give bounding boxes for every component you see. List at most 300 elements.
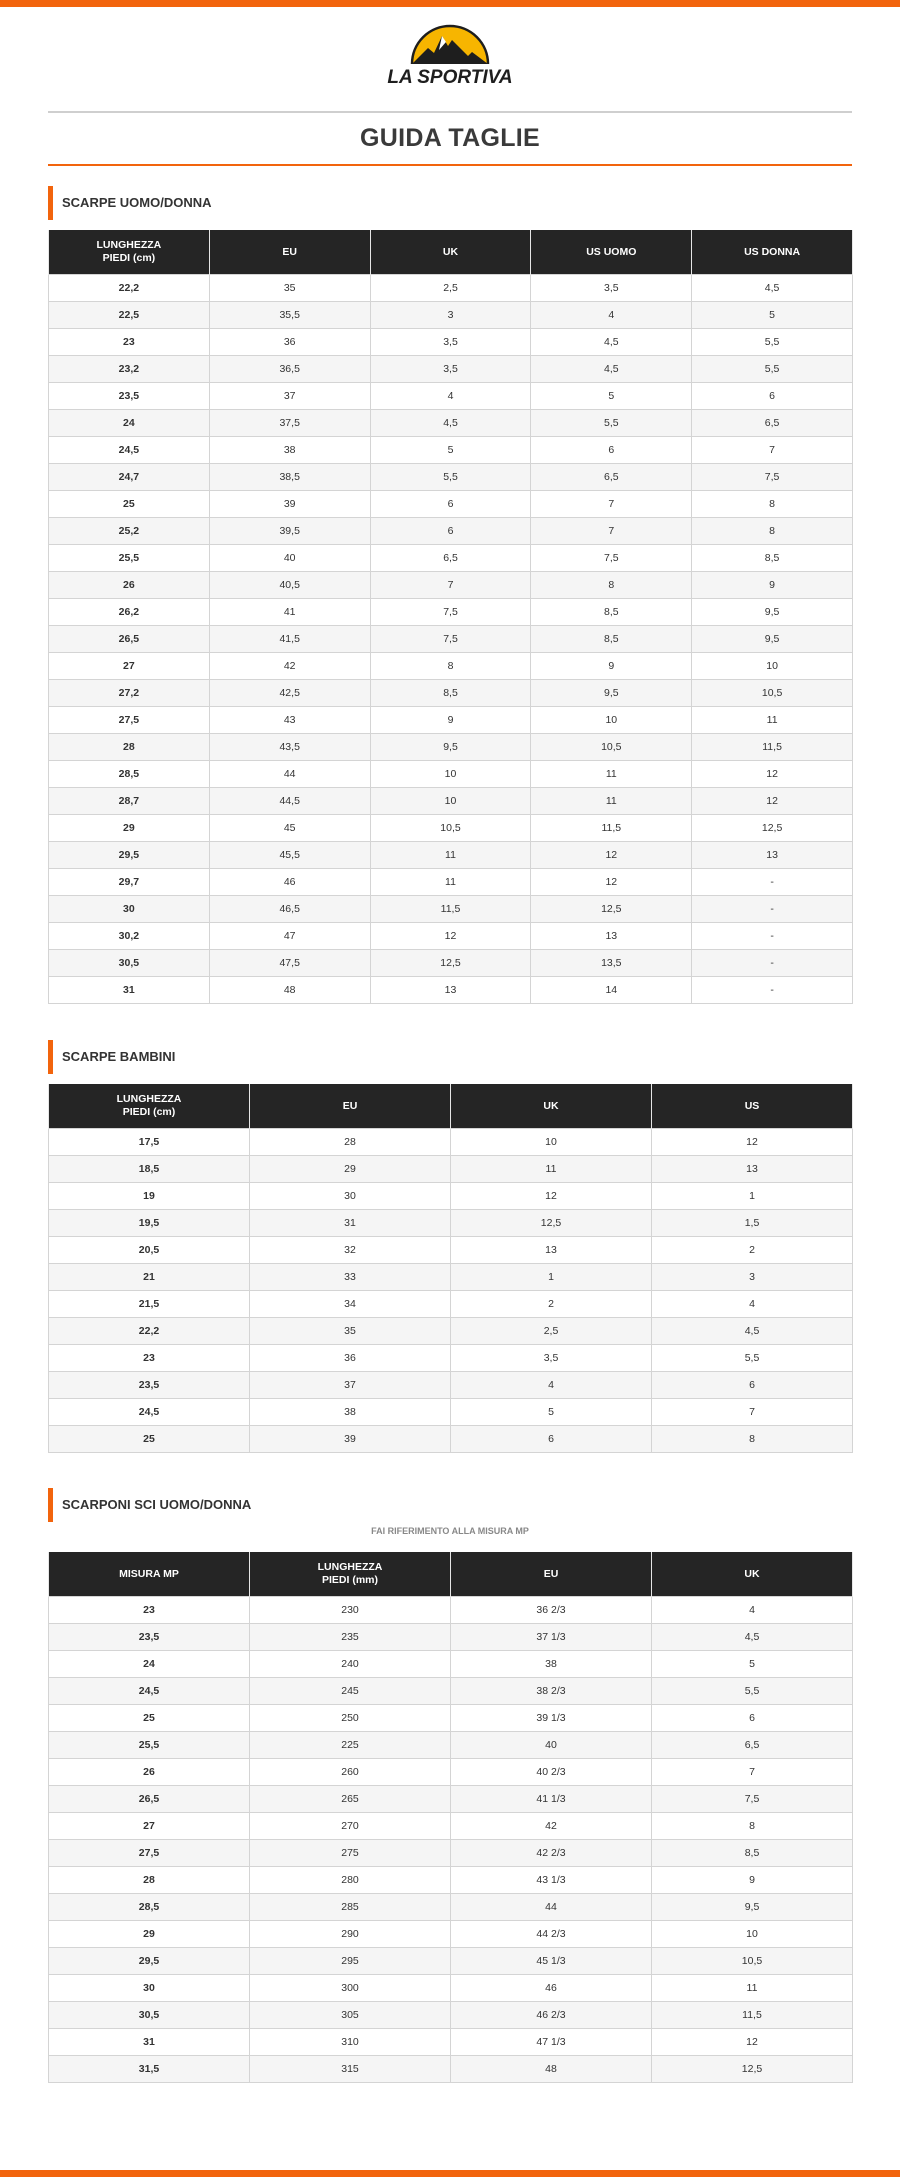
table-cell: 8 [370, 653, 531, 680]
table-cell: 7 [692, 437, 853, 464]
table-cell: 47 [209, 923, 370, 950]
table-cell: 3,5 [370, 356, 531, 383]
table-cell: 27 [49, 1813, 250, 1840]
table-cell: 10 [370, 788, 531, 815]
table-cell: 29 [49, 815, 210, 842]
section-title: SCARPONI SCI UOMO/DONNA [62, 1497, 252, 1512]
column-header [250, 1084, 451, 1129]
section-title: SCARPE BAMBINI [62, 1049, 176, 1064]
table-row [49, 1624, 853, 1651]
table-cell: 38 2/3 [451, 1678, 652, 1705]
column-header [652, 1084, 853, 1129]
table-cell: 4 [451, 1372, 652, 1399]
table-cell: 41,5 [209, 626, 370, 653]
table-cell: 31 [49, 2029, 250, 2056]
column-header [451, 1552, 652, 1597]
table-cell: 10,5 [692, 680, 853, 707]
table-cell: 5 [692, 302, 853, 329]
table-cell: 29 [49, 1921, 250, 1948]
table-cell: 5,5 [531, 410, 692, 437]
table-cell: 39 [250, 1426, 451, 1453]
table-cell: 11 [451, 1156, 652, 1183]
table-row [49, 1129, 853, 1156]
column-header-label: US [744, 1099, 760, 1112]
table-row [49, 1678, 853, 1705]
table-cell: 35 [250, 1318, 451, 1345]
table-cell: 7 [531, 518, 692, 545]
table-cell: 23,5 [49, 1624, 250, 1651]
table-cell: 8 [692, 491, 853, 518]
table-cell: 8 [692, 518, 853, 545]
table-cell: 315 [250, 2056, 451, 2083]
table-cell: 40 [451, 1732, 652, 1759]
table-cell: - [692, 923, 853, 950]
table-cell: 10 [370, 761, 531, 788]
brand-logo[interactable] [376, 24, 524, 90]
section-accent-bar [48, 1040, 53, 1074]
table-row [49, 1237, 853, 1264]
table-cell: 14 [531, 977, 692, 1004]
column-header-label: LUNGHEZZA PIEDI (mm) [317, 1561, 383, 1586]
section-accent-bar [48, 186, 53, 220]
table-cell: 45 1/3 [451, 1948, 652, 1975]
table-cell: 8 [652, 1426, 853, 1453]
table-row [49, 842, 853, 869]
table-cell: 38,5 [209, 464, 370, 491]
table-cell: 10,5 [652, 1948, 853, 1975]
table-cell: - [692, 950, 853, 977]
table-cell: 10 [652, 1921, 853, 1948]
table-cell: 39,5 [209, 518, 370, 545]
table-cell: 10,5 [370, 815, 531, 842]
table-cell: 11,5 [652, 2002, 853, 2029]
table-cell: 31 [49, 977, 210, 1004]
table-cell: 12 [652, 2029, 853, 2056]
table-row [49, 1867, 853, 1894]
table-cell: 35,5 [209, 302, 370, 329]
table-cell: 13 [692, 842, 853, 869]
section-note: FAI RIFERIMENTO ALLA MISURA MP [371, 1526, 529, 1536]
table-row [49, 410, 853, 437]
table-cell: 9 [652, 1867, 853, 1894]
table-cell: 9,5 [692, 626, 853, 653]
table-row [49, 383, 853, 410]
table-cell: 13 [451, 1237, 652, 1264]
column-header-label: US DONNA [744, 245, 801, 258]
table-cell: 24 [49, 410, 210, 437]
table-cell: - [692, 869, 853, 896]
table-cell: 300 [250, 1975, 451, 2002]
table-cell: 4 [370, 383, 531, 410]
table-cell: 38 [451, 1651, 652, 1678]
table-cell: 28,5 [49, 761, 210, 788]
table-cell: 42 2/3 [451, 1840, 652, 1867]
table-cell: 35 [209, 275, 370, 302]
table-cell: 43 [209, 707, 370, 734]
table-cell: 45 [209, 815, 370, 842]
table-cell: 38 [250, 1399, 451, 1426]
table-row [49, 2056, 853, 2083]
table-header-row [49, 1084, 853, 1129]
table-cell: 305 [250, 2002, 451, 2029]
table-cell: 1 [652, 1183, 853, 1210]
table-row [49, 734, 853, 761]
table-cell: 8,5 [531, 626, 692, 653]
top-accent-bar [0, 0, 900, 7]
table-cell: 40,5 [209, 572, 370, 599]
table-row [49, 1318, 853, 1345]
table-cell: 36 [209, 329, 370, 356]
table-cell: 23 [49, 1345, 250, 1372]
table-row [49, 1597, 853, 1624]
table-row [49, 1372, 853, 1399]
column-header [652, 1552, 853, 1597]
table-row [49, 2029, 853, 2056]
table-cell: 36 2/3 [451, 1597, 652, 1624]
table-cell: 6 [652, 1372, 853, 1399]
table-cell: 30 [49, 1975, 250, 2002]
table-header-row [49, 1552, 853, 1597]
table-row [49, 1651, 853, 1678]
table-cell: 10,5 [531, 734, 692, 761]
table-row [49, 275, 853, 302]
table-cell: 225 [250, 1732, 451, 1759]
size-table-adult-shoes [48, 230, 853, 1004]
table-cell: 7 [652, 1759, 853, 1786]
table-cell: 33 [250, 1264, 451, 1291]
table-cell: 25,2 [49, 518, 210, 545]
column-header [49, 230, 210, 275]
table-cell: 13 [531, 923, 692, 950]
table-cell: 30,5 [49, 2002, 250, 2029]
table-cell: 285 [250, 1894, 451, 1921]
table-row [49, 653, 853, 680]
table-cell: 23,5 [49, 1372, 250, 1399]
table-cell: 24 [49, 1651, 250, 1678]
table-cell: 25 [49, 1426, 250, 1453]
table-cell: 10 [451, 1129, 652, 1156]
table-cell: 26 [49, 1759, 250, 1786]
table-row [49, 1732, 853, 1759]
table-cell: 44 [451, 1894, 652, 1921]
table-cell: 4,5 [531, 356, 692, 383]
table-cell: 24,7 [49, 464, 210, 491]
table-cell: 6,5 [370, 545, 531, 572]
table-cell: 13,5 [531, 950, 692, 977]
column-header [451, 1084, 652, 1129]
table-cell: 42,5 [209, 680, 370, 707]
table-cell: 8,5 [370, 680, 531, 707]
page-title: GUIDA TAGLIE [360, 124, 540, 152]
table-cell: 8,5 [692, 545, 853, 572]
table-cell: 12 [531, 842, 692, 869]
table-cell: 11,5 [692, 734, 853, 761]
table-cell: 7,5 [652, 1786, 853, 1813]
table-cell: 29,5 [49, 842, 210, 869]
table-row [49, 572, 853, 599]
table-cell: 26 [49, 572, 210, 599]
table-cell: 26,5 [49, 1786, 250, 1813]
table-cell: 9,5 [692, 599, 853, 626]
table-cell: 2 [451, 1291, 652, 1318]
section-title: SCARPE UOMO/DONNA [62, 195, 212, 210]
table-cell: 13 [652, 1156, 853, 1183]
table-cell: 270 [250, 1813, 451, 1840]
title-underline [48, 164, 852, 166]
table-cell: 2 [652, 1237, 853, 1264]
table-cell: 265 [250, 1786, 451, 1813]
table-row [49, 896, 853, 923]
table-cell: 31,5 [49, 2056, 250, 2083]
table-cell: 11 [370, 842, 531, 869]
table-row [49, 1948, 853, 1975]
table-cell: 3,5 [531, 275, 692, 302]
table-cell: 6 [451, 1426, 652, 1453]
table-row [49, 815, 853, 842]
table-row [49, 1399, 853, 1426]
table-cell: 44 [209, 761, 370, 788]
table-cell: 12,5 [692, 815, 853, 842]
table-row [49, 464, 853, 491]
table-cell: 43 1/3 [451, 1867, 652, 1894]
table-row [49, 1156, 853, 1183]
table-row [49, 356, 853, 383]
table-cell: 250 [250, 1705, 451, 1732]
table-cell: 12,5 [531, 896, 692, 923]
table-cell: 12,5 [370, 950, 531, 977]
column-header-label: LUNGHEZZA PIEDI (cm) [116, 1093, 182, 1118]
table-cell: 11 [531, 788, 692, 815]
table-cell: 25 [49, 491, 210, 518]
table-cell: 36,5 [209, 356, 370, 383]
table-cell: 46 2/3 [451, 2002, 652, 2029]
table-cell: 7,5 [370, 626, 531, 653]
table-row [49, 329, 853, 356]
table-cell: 3 [652, 1264, 853, 1291]
column-header-label: EU [342, 1099, 358, 1112]
table-cell: 6 [531, 437, 692, 464]
table-cell: 36 [250, 1345, 451, 1372]
table-cell: 5 [531, 383, 692, 410]
table-cell: 2,5 [451, 1318, 652, 1345]
table-cell: 44,5 [209, 788, 370, 815]
table-cell: 6,5 [692, 410, 853, 437]
table-cell: 5 [652, 1651, 853, 1678]
table-cell: 28 [250, 1129, 451, 1156]
table-cell: 4,5 [531, 329, 692, 356]
table-cell: 12 [370, 923, 531, 950]
table-cell: 13 [370, 977, 531, 1004]
table-cell: 21 [49, 1264, 250, 1291]
table-cell: 39 1/3 [451, 1705, 652, 1732]
table-cell: 10 [531, 707, 692, 734]
column-header-label: US UOMO [586, 245, 637, 258]
table-cell: 28 [49, 734, 210, 761]
table-cell: 3,5 [370, 329, 531, 356]
table-cell: 30 [250, 1183, 451, 1210]
table-cell: 28,5 [49, 1894, 250, 1921]
table-cell: 28,7 [49, 788, 210, 815]
table-row [49, 788, 853, 815]
table-cell: 21,5 [49, 1291, 250, 1318]
table-cell: 11 [370, 869, 531, 896]
table-cell: 47,5 [209, 950, 370, 977]
table-row [49, 923, 853, 950]
table-cell: 27,5 [49, 1840, 250, 1867]
table-row [49, 626, 853, 653]
table-cell: 7 [370, 572, 531, 599]
table-cell: 22,2 [49, 1318, 250, 1345]
table-cell: 34 [250, 1291, 451, 1318]
table-cell: 6 [370, 491, 531, 518]
table-cell: 12 [451, 1183, 652, 1210]
table-row [49, 302, 853, 329]
table-cell: 9 [370, 707, 531, 734]
table-cell: 37,5 [209, 410, 370, 437]
table-cell: 280 [250, 1867, 451, 1894]
table-row [49, 761, 853, 788]
table-cell: 41 [209, 599, 370, 626]
table-row [49, 1786, 853, 1813]
table-cell: 260 [250, 1759, 451, 1786]
table-cell: 29,7 [49, 869, 210, 896]
table-cell: 26,2 [49, 599, 210, 626]
table-row [49, 1840, 853, 1867]
table-cell: 8,5 [652, 1840, 853, 1867]
bottom-accent-bar [0, 2170, 900, 2177]
table-cell: 42 [451, 1813, 652, 1840]
table-cell: 275 [250, 1840, 451, 1867]
table-row [49, 977, 853, 1004]
table-cell: 39 [209, 491, 370, 518]
table-row [49, 491, 853, 518]
table-row [49, 950, 853, 977]
table-cell: 245 [250, 1678, 451, 1705]
table-row [49, 2002, 853, 2029]
table-cell: 24,5 [49, 1678, 250, 1705]
table-cell: 6,5 [531, 464, 692, 491]
table-cell: 6,5 [652, 1732, 853, 1759]
table-row [49, 869, 853, 896]
column-header [250, 1552, 451, 1597]
table-cell: 43,5 [209, 734, 370, 761]
table-row [49, 707, 853, 734]
column-header [49, 1552, 250, 1597]
table-cell: 23,2 [49, 356, 210, 383]
brand-name: LA SPORTIVA [387, 67, 513, 88]
table-cell: 32 [250, 1237, 451, 1264]
size-table-kids-shoes [48, 1084, 853, 1453]
table-row [49, 1210, 853, 1237]
table-row [49, 1345, 853, 1372]
column-header-label: UK [744, 1567, 760, 1580]
table-row [49, 1813, 853, 1840]
table-cell: 2,5 [370, 275, 531, 302]
table-cell: 37 [250, 1372, 451, 1399]
table-header-row [49, 230, 853, 275]
table-cell: 27 [49, 653, 210, 680]
table-cell: 12,5 [451, 1210, 652, 1237]
table-cell: 6 [692, 383, 853, 410]
table-cell: 4,5 [370, 410, 531, 437]
table-cell: 24,5 [49, 1399, 250, 1426]
column-header [209, 230, 370, 275]
table-cell: 8 [531, 572, 692, 599]
table-cell: 5 [451, 1399, 652, 1426]
table-cell: 30 [49, 896, 210, 923]
table-cell: 12 [692, 761, 853, 788]
table-cell: 295 [250, 1948, 451, 1975]
column-header [692, 230, 853, 275]
table-cell: 235 [250, 1624, 451, 1651]
table-cell: 7,5 [531, 545, 692, 572]
table-cell: 4,5 [652, 1318, 853, 1345]
table-cell: 6 [652, 1705, 853, 1732]
table-cell: 11,5 [370, 896, 531, 923]
table-cell: 20,5 [49, 1237, 250, 1264]
table-cell: 12 [531, 869, 692, 896]
table-row [49, 437, 853, 464]
table-cell: 40 [209, 545, 370, 572]
table-cell: 48 [209, 977, 370, 1004]
column-header-label: UK [442, 245, 459, 258]
table-cell: 44 2/3 [451, 1921, 652, 1948]
table-cell: 47 1/3 [451, 2029, 652, 2056]
table-row [49, 518, 853, 545]
column-header-label: UK [543, 1099, 559, 1112]
table-row [49, 1264, 853, 1291]
table-cell: 42 [209, 653, 370, 680]
table-cell: 290 [250, 1921, 451, 1948]
table-cell: 8,5 [531, 599, 692, 626]
table-row [49, 1975, 853, 2002]
table-cell: 12 [692, 788, 853, 815]
table-cell: 12,5 [652, 2056, 853, 2083]
section-accent-bar [48, 1488, 53, 1522]
column-header [531, 230, 692, 275]
table-cell: 23,5 [49, 383, 210, 410]
table-cell: - [692, 977, 853, 1004]
table-cell: 41 1/3 [451, 1786, 652, 1813]
table-cell: 26,5 [49, 626, 210, 653]
table-cell: 9 [692, 572, 853, 599]
table-row [49, 680, 853, 707]
table-cell: 3 [370, 302, 531, 329]
table-cell: 19 [49, 1183, 250, 1210]
table-cell: 1 [451, 1264, 652, 1291]
table-cell: 11 [692, 707, 853, 734]
table-row [49, 1426, 853, 1453]
table-cell: 25,5 [49, 545, 210, 572]
table-cell: 7 [531, 491, 692, 518]
mountain-sun-logo-icon [376, 24, 524, 90]
table-cell: 46,5 [209, 896, 370, 923]
table-cell: 3,5 [451, 1345, 652, 1372]
table-cell: 9,5 [370, 734, 531, 761]
table-cell: 310 [250, 2029, 451, 2056]
table-cell: 4 [531, 302, 692, 329]
table-cell: 4 [652, 1597, 853, 1624]
table-cell: 40 2/3 [451, 1759, 652, 1786]
table-cell: 46 [451, 1975, 652, 2002]
table-cell: 7,5 [692, 464, 853, 491]
table-cell: 22,2 [49, 275, 210, 302]
table-cell: 11,5 [531, 815, 692, 842]
table-cell: 19,5 [49, 1210, 250, 1237]
size-table-ski-boots [48, 1552, 853, 2083]
table-cell: 38 [209, 437, 370, 464]
table-cell: 6 [370, 518, 531, 545]
